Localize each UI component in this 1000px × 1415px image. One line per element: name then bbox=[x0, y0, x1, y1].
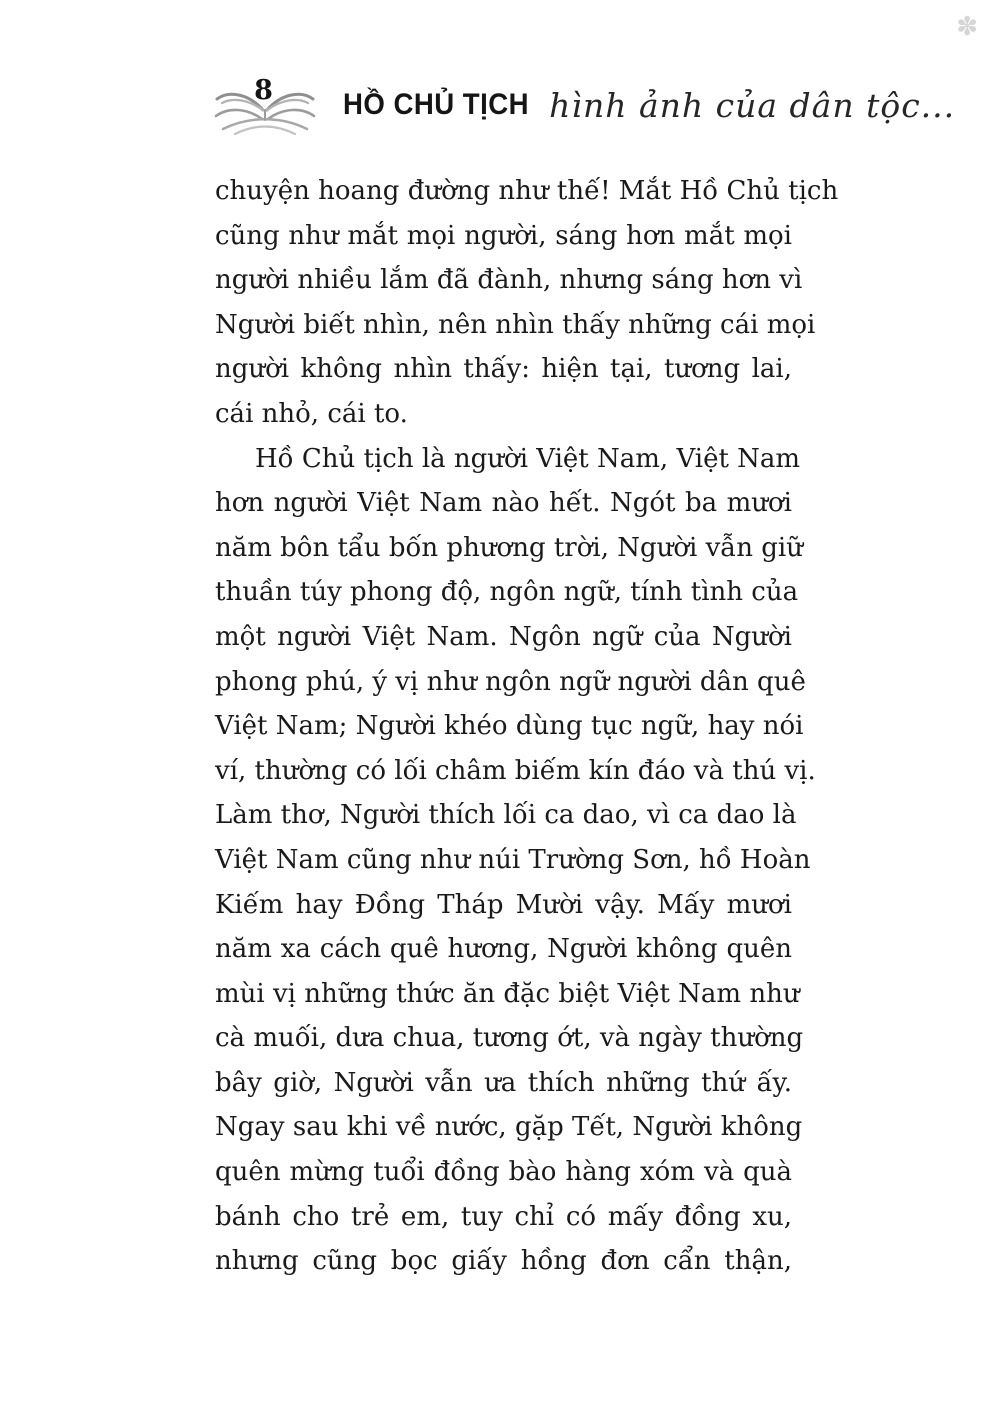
text-line: quên mừng tuổi đồng bào hàng xóm và quà bbox=[215, 1157, 792, 1188]
text-line: Việt Nam; Người khéo dùng tục ngữ, hay nói bbox=[215, 711, 804, 742]
text-line: Làm thơ, Người thích lối ca dao, vì ca dao là bbox=[215, 800, 797, 831]
text-line: bánh cho trẻ em, tuy chỉ có mấy đồng xu, bbox=[215, 1201, 792, 1232]
flower-ornament-icon: ✽ bbox=[956, 12, 978, 42]
text-line: thuần túy phong độ, ngôn ngữ, tính tình của bbox=[215, 577, 799, 608]
page-body bbox=[215, 169, 839, 1284]
text-line: nhưng cũng bọc giấy hồng đơn cẩn thận, bbox=[215, 1246, 792, 1277]
text-line: chuyện hoang đường như thế! Mắt Hồ Chủ tịch bbox=[215, 176, 839, 206]
page-number: 8 bbox=[254, 75, 273, 106]
text-line: Ngay sau khi về nước, gặp Tết, Người không bbox=[215, 1112, 803, 1143]
text-line: người không nhìn thấy: hiện tại, tương lai, bbox=[215, 354, 792, 385]
text-line: cà muối, dưa chua, tương ớt, và ngày thường bbox=[215, 1023, 804, 1054]
text-line: bây giờ, Người vẫn ưa thích những thứ ấy. bbox=[215, 1067, 792, 1098]
text-line: một người Việt Nam. Ngôn ngữ của Người bbox=[215, 621, 792, 652]
running-title: HỒ CHỦ TỊCH bbox=[343, 88, 529, 121]
running-subtitle: hình ảnh của dân tộc... bbox=[549, 85, 956, 125]
text-line: người nhiều lắm đã đành, nhưng sáng hơn vì bbox=[215, 265, 803, 296]
text-line: hơn người Việt Nam nào hết. Ngót ba mươi bbox=[215, 488, 792, 519]
text-line: Hồ Chủ tịch là người Việt Nam, Việt Nam bbox=[255, 443, 801, 474]
paragraph-new bbox=[215, 437, 816, 1284]
paragraph-continued bbox=[215, 169, 839, 437]
text-line: năm xa cách quê hương, Người không quên bbox=[215, 934, 792, 965]
text-line: năm bôn tẩu bốn phương trời, Người vẫn giữ bbox=[215, 532, 803, 563]
text-line: Người biết nhìn, nên nhìn thấy những cái mọi bbox=[215, 309, 816, 340]
text-line: Việt Nam cũng như núi Trường Sơn, hồ Hoàn bbox=[215, 844, 811, 875]
text-line: Kiếm hay Đồng Tháp Mười vậy. Mấy mươi bbox=[215, 889, 792, 920]
text-line: phong phú, ý vị như ngôn ngữ người dân quê bbox=[215, 666, 806, 697]
text-line: mùi vị những thức ăn đặc biệt Việt Nam như bbox=[215, 978, 800, 1009]
page-header bbox=[213, 70, 956, 140]
text-line: cái nhỏ, cái to. bbox=[215, 398, 408, 429]
text-line: ví, thường có lối châm biếm kín đáo và thú vị. bbox=[215, 755, 816, 786]
text-line: cũng như mắt mọi người, sáng hơn mắt mọi bbox=[215, 220, 792, 251]
open-book-icon bbox=[213, 73, 317, 137]
